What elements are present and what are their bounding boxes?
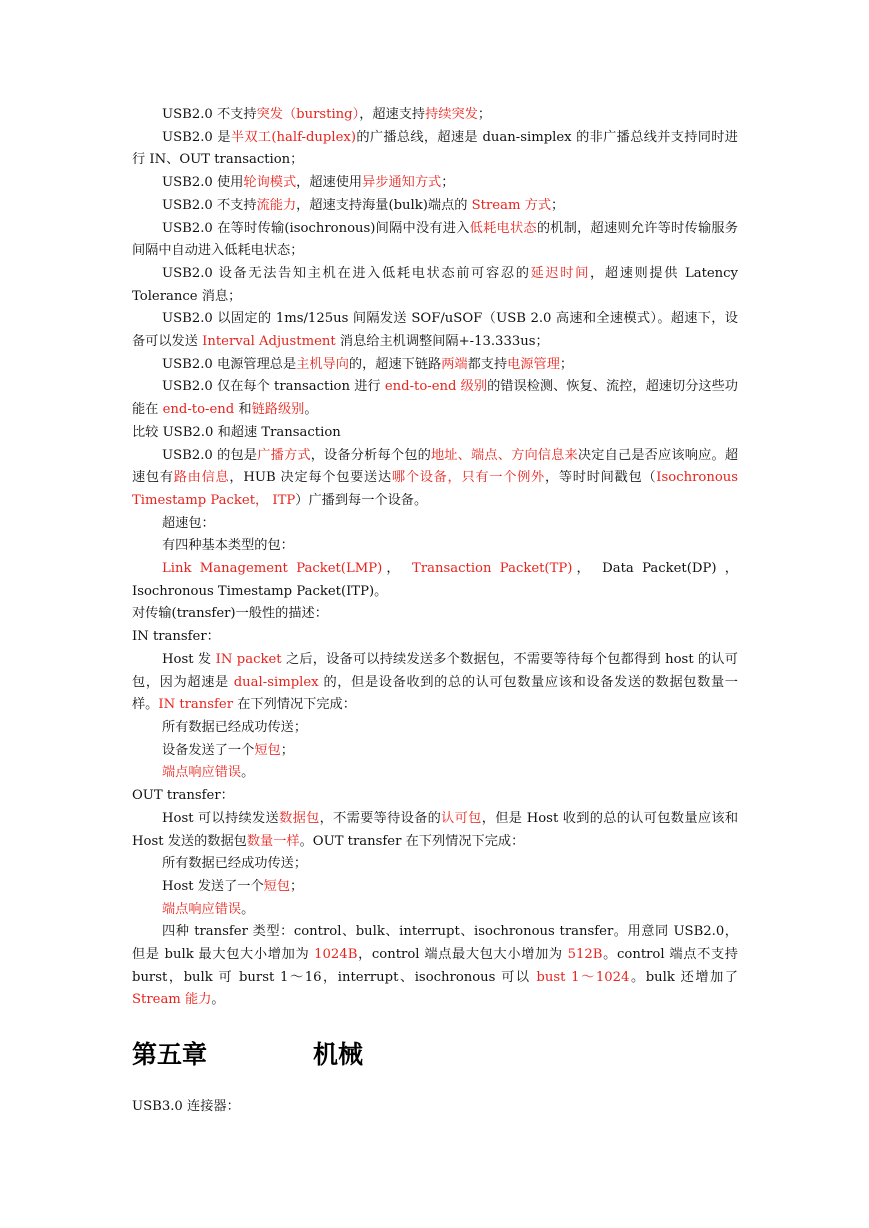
paragraph (132, 513, 738, 536)
paragraph (132, 921, 738, 1012)
highlighted-text: end-to-end 级别 (384, 379, 488, 395)
text-run: ，超速则提供 Latency Tolerance 消息； (132, 265, 739, 304)
text-run: USB2.0 的包是 (162, 447, 258, 463)
text-run: ，control 端点最大包大小增加为 (357, 947, 568, 963)
text-run: USB2.0 是 (162, 129, 231, 145)
text-run: 的，但是设备收到的总的认可包数量应该和设备发送的数据包数量一样。 (132, 674, 738, 713)
text-run: 。 (241, 901, 255, 917)
chapter-title: 机械 (313, 1040, 364, 1070)
text-run: Host 发 (162, 651, 216, 667)
highlighted-text: 路由信息 (173, 470, 230, 486)
paragraph (132, 649, 738, 717)
highlighted-text: 数据包 (279, 810, 320, 826)
paragraph (132, 808, 738, 853)
text-run: ，超速支持海量(bulk)端点的 (296, 197, 472, 213)
highlighted-text: 突发（bursting） (256, 107, 360, 122)
text-run: ，HUB 决定每个包要送达 (229, 470, 392, 486)
highlighted-text: 1024B (314, 947, 358, 963)
paragraph (132, 263, 738, 308)
highlighted-text: 低耗电状态 (469, 220, 537, 236)
text-run: USB2.0 在等时传输(isochronous)间隔中没有进入 (162, 220, 470, 236)
text-run: 。bulk 还增加了 (629, 969, 738, 985)
text-run: ， Data Packet(DP) ， Isochronous Timestamp Packet(ITP)。 (132, 561, 738, 599)
highlighted-text: 数量一样 (246, 833, 300, 849)
text-run: ）广播到每一个设备。 (295, 492, 428, 508)
paragraph (132, 308, 738, 353)
text-run: 超速包： (162, 515, 215, 531)
highlighted-text: Stream 能力 (132, 992, 212, 1008)
highlighted-text: IN transfer (158, 697, 234, 713)
highlighted-text: Stream 方式 (471, 197, 552, 213)
paragraph (132, 853, 738, 876)
highlighted-text: 主机导向 (296, 356, 349, 372)
highlighted-text: 半双工(half-duplex) (230, 129, 356, 145)
highlighted-text: 短包 (263, 878, 291, 894)
text-run: 有四种基本类型的包： (162, 538, 294, 554)
text-run: ； (280, 742, 294, 758)
text-run: 。 (211, 992, 225, 1008)
text-run: ； (559, 356, 574, 372)
highlighted-text: 持续突发 (425, 107, 478, 122)
text-run: 和 (234, 402, 252, 418)
highlighted-text: 512B (567, 947, 603, 963)
text-run: USB2.0 电源管理总是 (162, 356, 297, 372)
highlighted-text: 两端 (441, 356, 468, 372)
text-run: 的广播总线，超速是 duan-simplex 的非广播总线并支持同时进行 IN、OUT transaction； (132, 129, 738, 168)
text-run: ； (290, 878, 304, 894)
paragraph (132, 376, 738, 421)
text-run: USB2.0 设备无法告知主机在进入低耗电状态前可容忍的 (162, 265, 531, 281)
text-run: ； (551, 197, 565, 213)
highlighted-text: 电源管理 (507, 356, 560, 372)
paragraph (132, 876, 738, 899)
text-run: 四种 transfer 类型：control、bulk、interrupt、isochronous transfer。用意同 USB2.0，但是 bulk 最大包大小增加为 (132, 924, 738, 963)
highlighted-text: 认可包 (441, 810, 482, 826)
text-run: 的机制，超速则允许等时传输服务间隔中自动进入低耗电状态； (132, 220, 739, 259)
text-run: OUT transfer： (132, 788, 234, 804)
highlighted-text: 流能力 (256, 197, 297, 213)
text-run: ； (441, 175, 455, 191)
document-body (132, 104, 738, 1119)
highlighted-text: 端点响应错误 (162, 901, 242, 917)
highlighted-text: 哪个设备，只有一个例外 (391, 470, 545, 486)
chapter-heading (132, 1038, 738, 1072)
text-run: IN transfer： (132, 629, 220, 645)
highlighted-text: Interval Adjustment (202, 334, 336, 350)
paragraph (132, 354, 738, 377)
text-run: ， (382, 561, 413, 577)
text-run: USB2.0 使用 (162, 175, 244, 191)
paragraph (132, 422, 738, 445)
text-run: 决定自己是否应该响应。超速包有 (132, 447, 739, 486)
text-run: 。 (241, 765, 255, 781)
text-run: Host 可以持续发送 (162, 810, 280, 826)
paragraph (132, 626, 738, 649)
paragraph (132, 717, 738, 740)
text-run: 之后，设备可以持续发送多个数据包，不需要等待每个包都得到 host 的认可包，因为超速是 (132, 651, 738, 690)
text-run: 比较 USB2.0 和超速 Transaction (132, 424, 341, 440)
text-run: 。 (304, 402, 318, 418)
paragraph (132, 762, 738, 785)
text-run: ，等时时间戳包（ (544, 470, 657, 486)
highlighted-text: 地址、端点、方向信息来 (430, 447, 578, 463)
paragraph (132, 445, 738, 513)
chapter-number: 第五章 (132, 1040, 208, 1070)
text-run: 的，超速下链路 (348, 356, 442, 372)
highlighted-text: Isochronous Timestamp Packet， ITP (132, 470, 739, 508)
highlighted-text: Transaction Packet(TP) (412, 561, 573, 577)
highlighted-text: end-to-end (162, 402, 235, 418)
text-run: 所有数据已经成功传送； (162, 719, 308, 735)
paragraph (132, 535, 738, 558)
text-run: Host 发送了一个 (162, 878, 264, 894)
text-run: USB2.0 不支持 (162, 107, 257, 122)
paragraph (132, 104, 738, 127)
highlighted-text: IN packet (215, 651, 282, 667)
paragraph (132, 785, 738, 808)
text-run: 对传输(transfer)一般性的描述： (132, 606, 328, 622)
text-run: 所有数据已经成功传送； (162, 856, 308, 872)
connector-paragraph: USB3.0 连接器： (132, 1099, 240, 1115)
text-run: USB2.0 仅在每个 transaction 进行 (162, 379, 385, 395)
text-run: USB2.0 不支持 (162, 197, 257, 213)
highlighted-text: 异步通知方式 (362, 175, 442, 191)
highlighted-text: 轮询模式 (243, 175, 297, 191)
text-run: ，不需要等待设备的 (319, 810, 442, 826)
paragraph (132, 603, 738, 626)
text-run: ，但是 Host 收到的总的认可包数量应该和 Host 发送的数据包 (132, 810, 739, 849)
highlighted-text: 延迟时间 (530, 265, 590, 281)
text-run: 。control 端点不支持 burst，bulk 可 burst 1～16，interrupt、isochronous 可以 (132, 947, 738, 985)
highlighted-text: 端点响应错误 (162, 765, 242, 781)
text-run: 消息给主机调整间隔+-13.333us； (335, 334, 549, 350)
paragraph (132, 740, 738, 763)
text-run: 都支持 (467, 356, 508, 372)
text-run: 的错误检测、恢复、流控，超速切分这些功能在 (132, 379, 738, 418)
highlighted-text: 短包 (254, 742, 281, 758)
paragraph (132, 195, 738, 218)
highlighted-text: bust 1～1024 (536, 969, 630, 985)
text-run: 设备发送了一个 (162, 742, 255, 758)
paragraph-list (132, 104, 738, 1012)
text-run: ，超速支持 (359, 107, 426, 122)
paragraph (132, 218, 738, 263)
paragraph (132, 899, 738, 922)
text-run: ，超速使用 (296, 175, 363, 191)
text-run: USB2.0 以固定的 1ms/125us 间隔发送 SOF/uSOF（USB 2.0 高速和全速模式）。超速下，设备可以发送 (132, 311, 738, 350)
text-run: ，设备分析每个包的 (310, 447, 431, 463)
paragraph (132, 558, 738, 603)
highlighted-text: 链路级别 (251, 402, 305, 418)
text-run: 。OUT transfer 在下列情况下完成： (299, 833, 525, 849)
paragraph (132, 127, 738, 172)
highlighted-text: dual-simplex (233, 674, 319, 690)
paragraph (132, 172, 738, 195)
text-run: 在下列情况下完成： (233, 697, 356, 713)
highlighted-text: Link Management Packet(LMP) (162, 561, 383, 577)
text-run: ； (477, 107, 492, 122)
highlighted-text: 广播方式 (257, 447, 311, 463)
